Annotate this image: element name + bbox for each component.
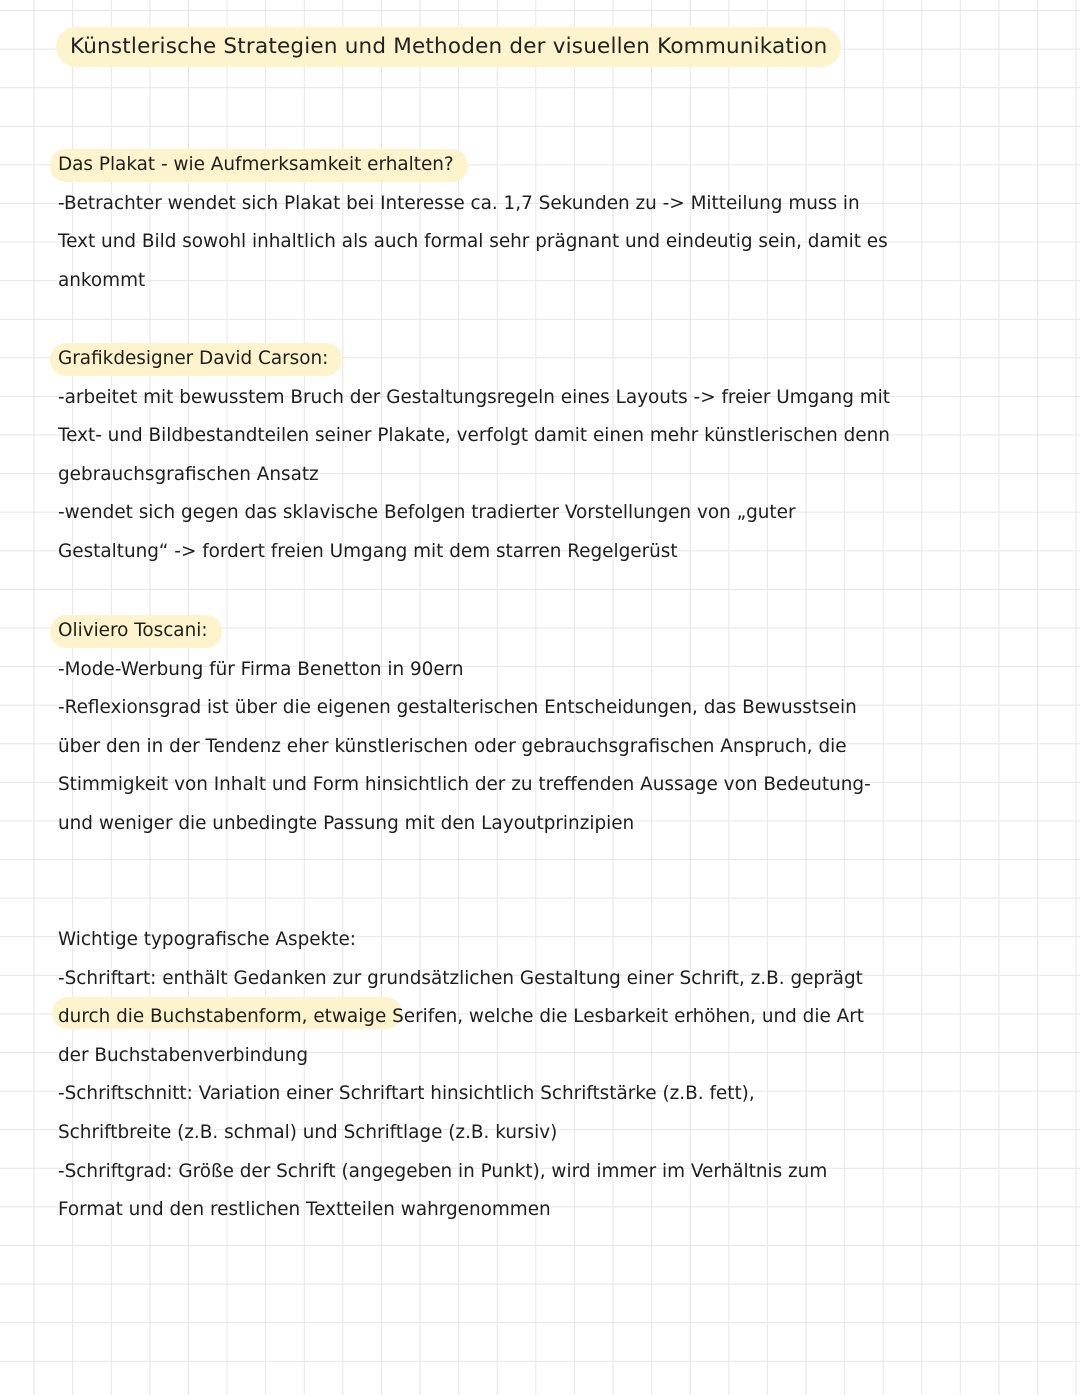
section-plakat: [58, 146, 968, 300]
section-typografie: [58, 921, 968, 1230]
section-david-carson: [58, 340, 968, 572]
text-line: ankommt: [58, 269, 146, 291]
text-line: -arbeitet mit bewusstem Bruch der Gestaltungsregeln eines Layouts -> freier Umgang mit: [58, 386, 890, 408]
text-line: -Schriftart: enthält Gedanken zur grundsätzlichen Gestaltung einer Schrift, z.B. geprägt: [58, 967, 863, 989]
text-line: Stimmigkeit von Inhalt und Form hinsichtlich der zu treffenden Aussage von Bedeutung-: [58, 774, 871, 796]
text-line: -Schriftschnitt: Variation einer Schriftart hinsichtlich Schriftstärke (z.B. fett),: [58, 1083, 755, 1105]
section-heading: Grafikdesigner David Carson:: [58, 340, 328, 379]
text-line: -Schriftgrad: Größe der Schrift (angegeben in Punkt), wird immer im Verhältnis zum: [58, 1160, 828, 1182]
text-line: gebrauchsgrafischen Ansatz: [58, 463, 319, 485]
text-line: Text und Bild sowohl inhaltlich als auch formal sehr prägnant und eindeutig sein, damit es: [58, 231, 888, 253]
page-title: Künstlerische Strategien und Methoden der visuellen Kommunikation: [56, 27, 841, 67]
text-line: Gestaltung“ -> fordert freien Umgang mit dem starren Regelgerüst: [58, 540, 678, 562]
text-line: Text- und Bildbestandteilen seiner Plakate, verfolgt damit einen mehr künstlerischen denn: [58, 425, 890, 447]
text-line: und weniger die unbedingte Passung mit den Layoutprinzipien: [58, 812, 635, 834]
text-line: durch die Buchstabenform, etwaige Serifen, welche die Lesbarkeit erhöhen, und die Art: [58, 1006, 864, 1028]
text-line: -Mode-Werbung für Firma Benetton in 90ern: [58, 658, 464, 680]
text-line: über den in der Tendenz eher künstlerischen oder gebrauchsgrafischen Anspruch, die: [58, 735, 847, 757]
text-line: Format und den restlichen Textteilen wahrgenommen: [58, 1199, 551, 1221]
text-line: -Betrachter wendet sich Plakat bei Interesse ca. 1,7 Sekunden zu -> Mitteilung muss in: [58, 192, 860, 214]
section-oliviero-toscani: [58, 612, 968, 844]
section-heading: Wichtige typografische Aspekte:: [58, 929, 356, 950]
text-line: -Reflexionsgrad ist über die eigenen gestalterischen Entscheidungen, das Bewusstsein: [58, 697, 857, 719]
text-line: -wendet sich gegen das sklavische Befolgen tradierter Vorstellungen von „guter: [58, 502, 796, 524]
section-heading: Oliviero Toscani:: [58, 612, 208, 651]
text-line: der Buchstabenverbindung: [58, 1044, 308, 1066]
section-heading: Das Plakat - wie Aufmerksamkeit erhalten?: [58, 146, 454, 185]
text-line: Schriftbreite (z.B. schmal) und Schriftlage (z.B. kursiv): [58, 1121, 558, 1143]
